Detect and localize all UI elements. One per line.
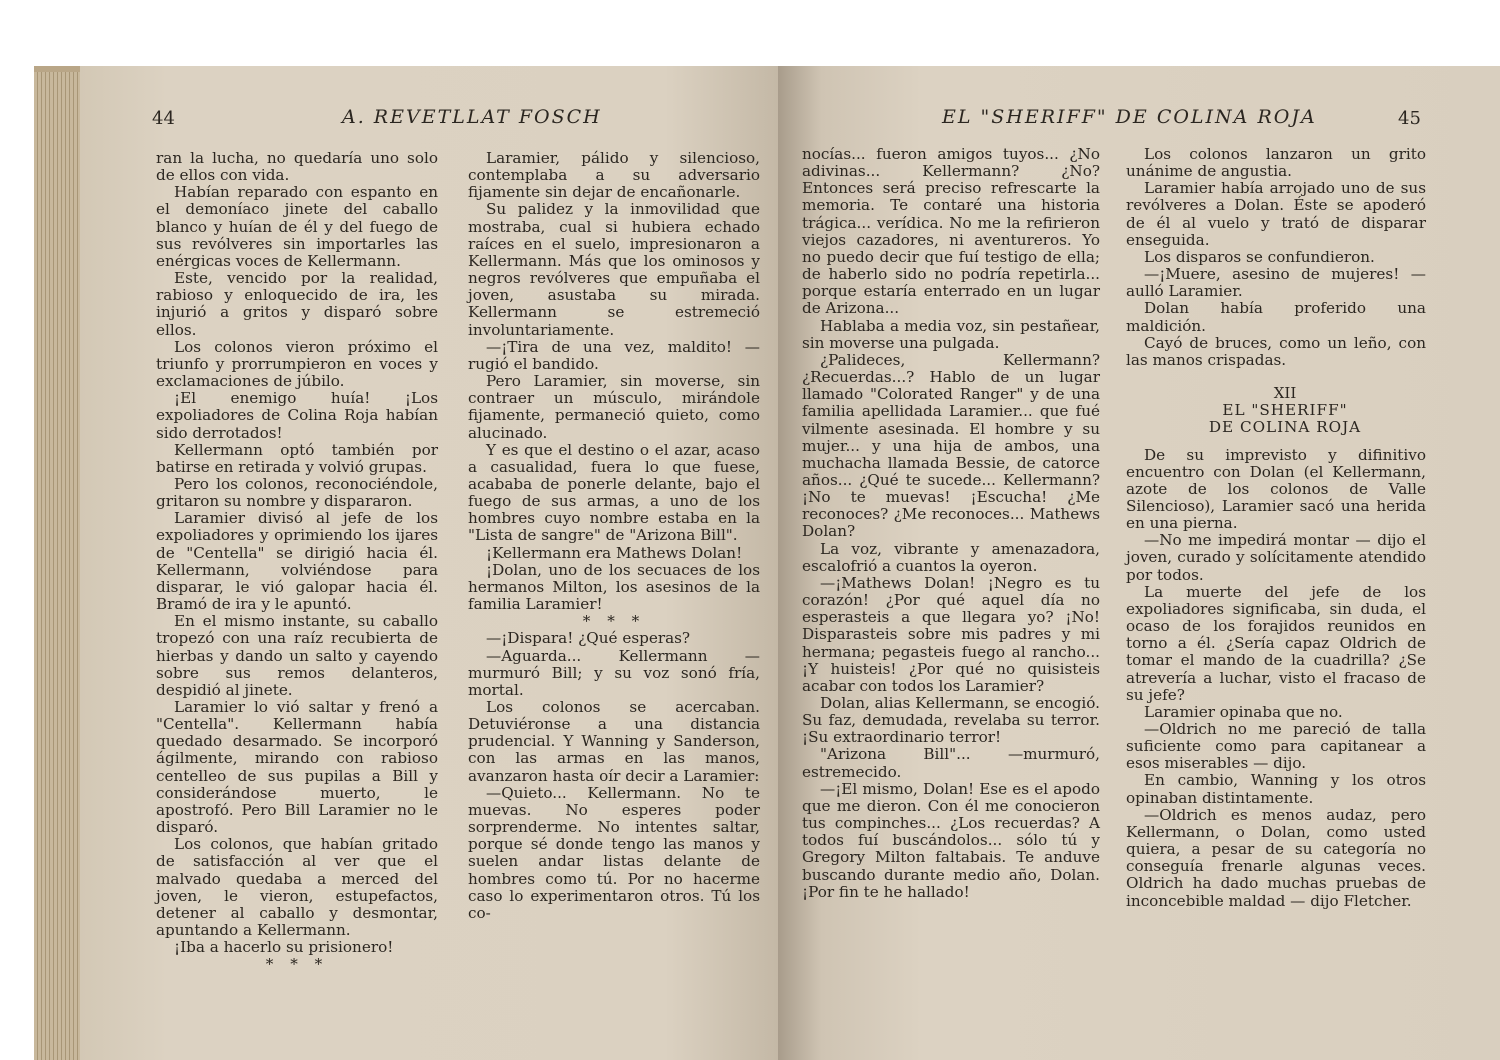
paragraph: Kellermann optó también por batirse en retirada y volvió grupas. [156, 440, 438, 476]
paragraph: ¡Kellermann era Mathews Dolan! [486, 543, 743, 562]
paragraph: Cayó de bruces, como un leño, con las manos crispadas. [1126, 333, 1426, 369]
paragraph: * * * [582, 612, 646, 631]
paragraph: —Quieto... Kellermann. No te muevas. No esperes poder sorprenderme. No intentes saltar, porque sé donde tengo las manos y suelen andar listas delante de hombres como tú. Por no hacerme caso lo experimentaron otros. Tú los co- [468, 783, 760, 922]
paragraph: La muerte del jefe de los expoliadores significaba, sin duda, el ocaso de los forajidos reunidos en torno a él. ¿Sería capaz Oldrich de tomar el mando de la cuadrilla? ¿Se atrevería a luchar, visto el fracaso de su jefe? [1126, 582, 1426, 704]
paragraph: —¡El mismo, Dolan! Ese es el apodo que me dieron. Con él me conocieron tus compinches... ¿Los recuerdas? A todos fuí buscándolos... sólo tú y Gregory Milton faltabais. Te anduve buscando durante medio año, Dolan. ¡Por fin te he hallado! [802, 779, 1100, 901]
paragraph: Habían reparado con espanto en el demoníaco jinete del caballo blanco y huían de él y del fuego de sus revólveres sin importarles las enérgicas voces de Kellermann. [156, 183, 438, 270]
paragraph: ran la lucha, no quedaría uno solo de ellos con vida. [156, 149, 438, 185]
paragraph: Laramier, pálido y silencioso, contemplaba a su adversario fijamente sin dejar de encañonarle. [468, 149, 760, 202]
paragraph: Laramier divisó al jefe de los expoliadores y oprimiendo los ijares de "Centella" se dirigió hacia él. Kellermann, volviéndose para disparar, le vió galopar hacia él. Bramó de ira y le apuntó. [156, 509, 438, 614]
paragraph: —Oldrich no me pareció de talla suficiente como para capitanear a esos miserables — dijo. [1126, 720, 1426, 773]
paragraph: —¡Mathews Dolan! ¡Negro es tu corazón! ¿Por qué aquel día no esperasteis a que llegara yo? ¡No! Disparasteis sobre mis padres y mi hermana; pegasteis fuego al rancho... ¡Y huisteis! ¿Por qué no quisisteis acabar con todos los Laramier? [802, 573, 1100, 695]
paragraph: ¡El enemigo huía! ¡Los expoliadores de Colina Roja habían sido derrotados! [156, 389, 438, 442]
paragraph: Los colonos se acercaban. Detuviéronse a una distancia prudencial. Y Wanning y Sanderson, con las armas en las manos, avanzaron hasta oír decir a Laramier: [468, 698, 760, 785]
paragraph: Los colonos lanzaron un grito unánime de angustia. [1126, 145, 1426, 181]
paragraph: ¡Dolan, uno de los secuaces de los hermanos Milton, los asesinos de la familia Laramier! [468, 560, 760, 614]
paragraph: —¡Muere, asesino de mujeres! —aulló Laramier. [1126, 265, 1426, 301]
paragraph: Los colonos vieron próximo el triunfo y prorrumpieron en voces y exclamaciones de júbilo. [156, 337, 438, 391]
paragraph: —¡Tira de una vez, maldito! —rugió el bandido. [468, 337, 760, 373]
paragraph: * * * [265, 955, 329, 974]
paragraph: Dolan, alias Kellermann, se encogió. Su faz, demudada, revelaba su terror. ¡Su extraordinario terror! [802, 694, 1100, 747]
open-book [34, 66, 1500, 1060]
paragraph: Pero Laramier, sin moverse, sin contraer un músculo, mirándole fijamente, permaneció quieto, como alucinado. [468, 372, 760, 442]
text-column [156, 150, 438, 974]
paragraph: En cambio, Wanning y los otros opinaban distintamente. [1126, 771, 1426, 807]
paragraph: ¡Iba a hacerlo su prisionero! [174, 938, 394, 957]
paragraph: ¿Palideces, Kellermann? ¿Recuerdas...? Hablo de un lugar llamado "Colorated Ranger" y de una familia apellidada Laramier... que fué vilmente asesinada. El hombre y su mujer... y una hija de ambos, una muchacha llamada Bessie, de catorce años... ¿Qué te sucede... Kellermann? ¡No te muevas! ¡Escucha! ¿Me reconoces? ¿Me reconoces... Mathews Dolan? [802, 350, 1100, 541]
right-page [778, 66, 1500, 1060]
paragraph: nocías... fueron amigos tuyos... ¿No adivinas... Kellermann? ¿No? Entonces será preciso refrescarte la memoria. Te contaré una historia trágica... verídica. No me la refirieron viejos cazadores, ni aventureros. Yo no puedo decir que fuí testigo de ella; de haberlo sido no podría repetirla... porque estaría enterrado en un lugar de Arizona... [802, 145, 1100, 318]
left-page [80, 66, 812, 1060]
paragraph: Hablaba a media voz, sin pestañear, sin moverse una pulgada. [802, 316, 1100, 352]
paragraph: Su palidez y la inmovilidad que mostraba, cual si hubiera echado raíces en el suelo, impresionaron a Kellermann. Más que los ominosos y negros revólveres que empuñaba el joven, asustaba su mirada. Kellermann se estremeció involuntariamente. [468, 200, 760, 339]
paragraph: —No me impedirá montar — dijo el joven, curado y solícitamente atendido por todos. [1126, 531, 1426, 584]
paragraph: "Arizona Bill"... —murmuró, estremecido. [802, 745, 1100, 781]
paragraph: —Oldrich es menos audaz, pero Kellermann, o Dolan, como usted quiera, a pesar de su categoría no conseguía frenarle algunas veces. Oldrich ha dado muchas pruebas de inconcebible maldad — dijo Fletcher. [1126, 805, 1426, 910]
chapter-title: EL "SHERIFF" [1222, 401, 1348, 420]
paragraph: Este, vencido por la realidad, rabioso y enloquecido de ira, les injurió a gritos y disparó sobre ellos. [156, 269, 438, 339]
paragraph: —Aguarda... Kellermann —murmuró Bill; y su voz sonó fría, mortal. [468, 646, 760, 699]
paragraph: Los disparos se confundieron. [1144, 247, 1375, 266]
text-column [1126, 146, 1426, 910]
paragraph: De su imprevisto y difinitivo encuentro con Dolan (el Kellermann, azote de los colonos de Valle Silencioso), Laramier sacó una herida en una pierna. [1126, 445, 1426, 533]
paragraph: Y es que el destino o el azar, acaso a casualidad, fuera lo que fuese, acababa de ponerle delante, bajo el fuego de sus armas, a uno de los hombres cuyo nombre estaba en la "Lista de sangre" de "Arizona Bill". [468, 440, 760, 545]
text-column [802, 146, 1100, 901]
paragraph: Laramier lo vió saltar y frenó a "Centella". Kellermann había quedado desarmado. Se incorporó ágilmente, mirando con rabioso centelleo de sus pupilas a Bill y considerándose muerto, le apostrofó. Pero Bill Laramier no le disparó. [156, 698, 438, 837]
paragraph: Pero los colonos, reconociéndole, gritaron su nombre y dispararon. [156, 474, 438, 511]
paragraph: —¡Dispara! ¿Qué esperas? [486, 629, 691, 648]
page-number: 45 [1398, 108, 1421, 129]
paragraph: Laramier opinaba que no. [1144, 702, 1343, 721]
paragraph: En el mismo instante, su caballo tropezó con una raíz recubierta de hierbas y dando un salto y cayendo sobre sus remos delanteros, despidió al jinete. [156, 612, 438, 699]
running-header: EL "SHERIFF" DE COLINA ROJA [942, 106, 1317, 128]
page-number: 44 [152, 108, 175, 129]
running-header: A. REVETLLAT FOSCH [342, 106, 602, 128]
chapter-number: XII [1273, 384, 1297, 403]
paragraph: Laramier había arrojado uno de sus revólveres a Dolan. Éste se apoderó de él al vuelo y trató de disparar enseguida. [1126, 179, 1426, 249]
paragraph: Dolan había proferido una maldición. [1126, 299, 1426, 335]
paragraph: La voz, vibrante y amenazadora, escalofrió a cuantos la oyeron. [802, 539, 1100, 575]
chapter-title: DE COLINA ROJA [1208, 418, 1362, 437]
paragraph: Los colonos, que habían gritado de satisfacción al ver que el malvado quedaba a merced del joven, le vieron, estupefactos, detener al caballo y desmontar, apuntando a Kellermann. [156, 835, 438, 940]
page-edges [34, 72, 80, 1060]
text-column [468, 150, 760, 922]
